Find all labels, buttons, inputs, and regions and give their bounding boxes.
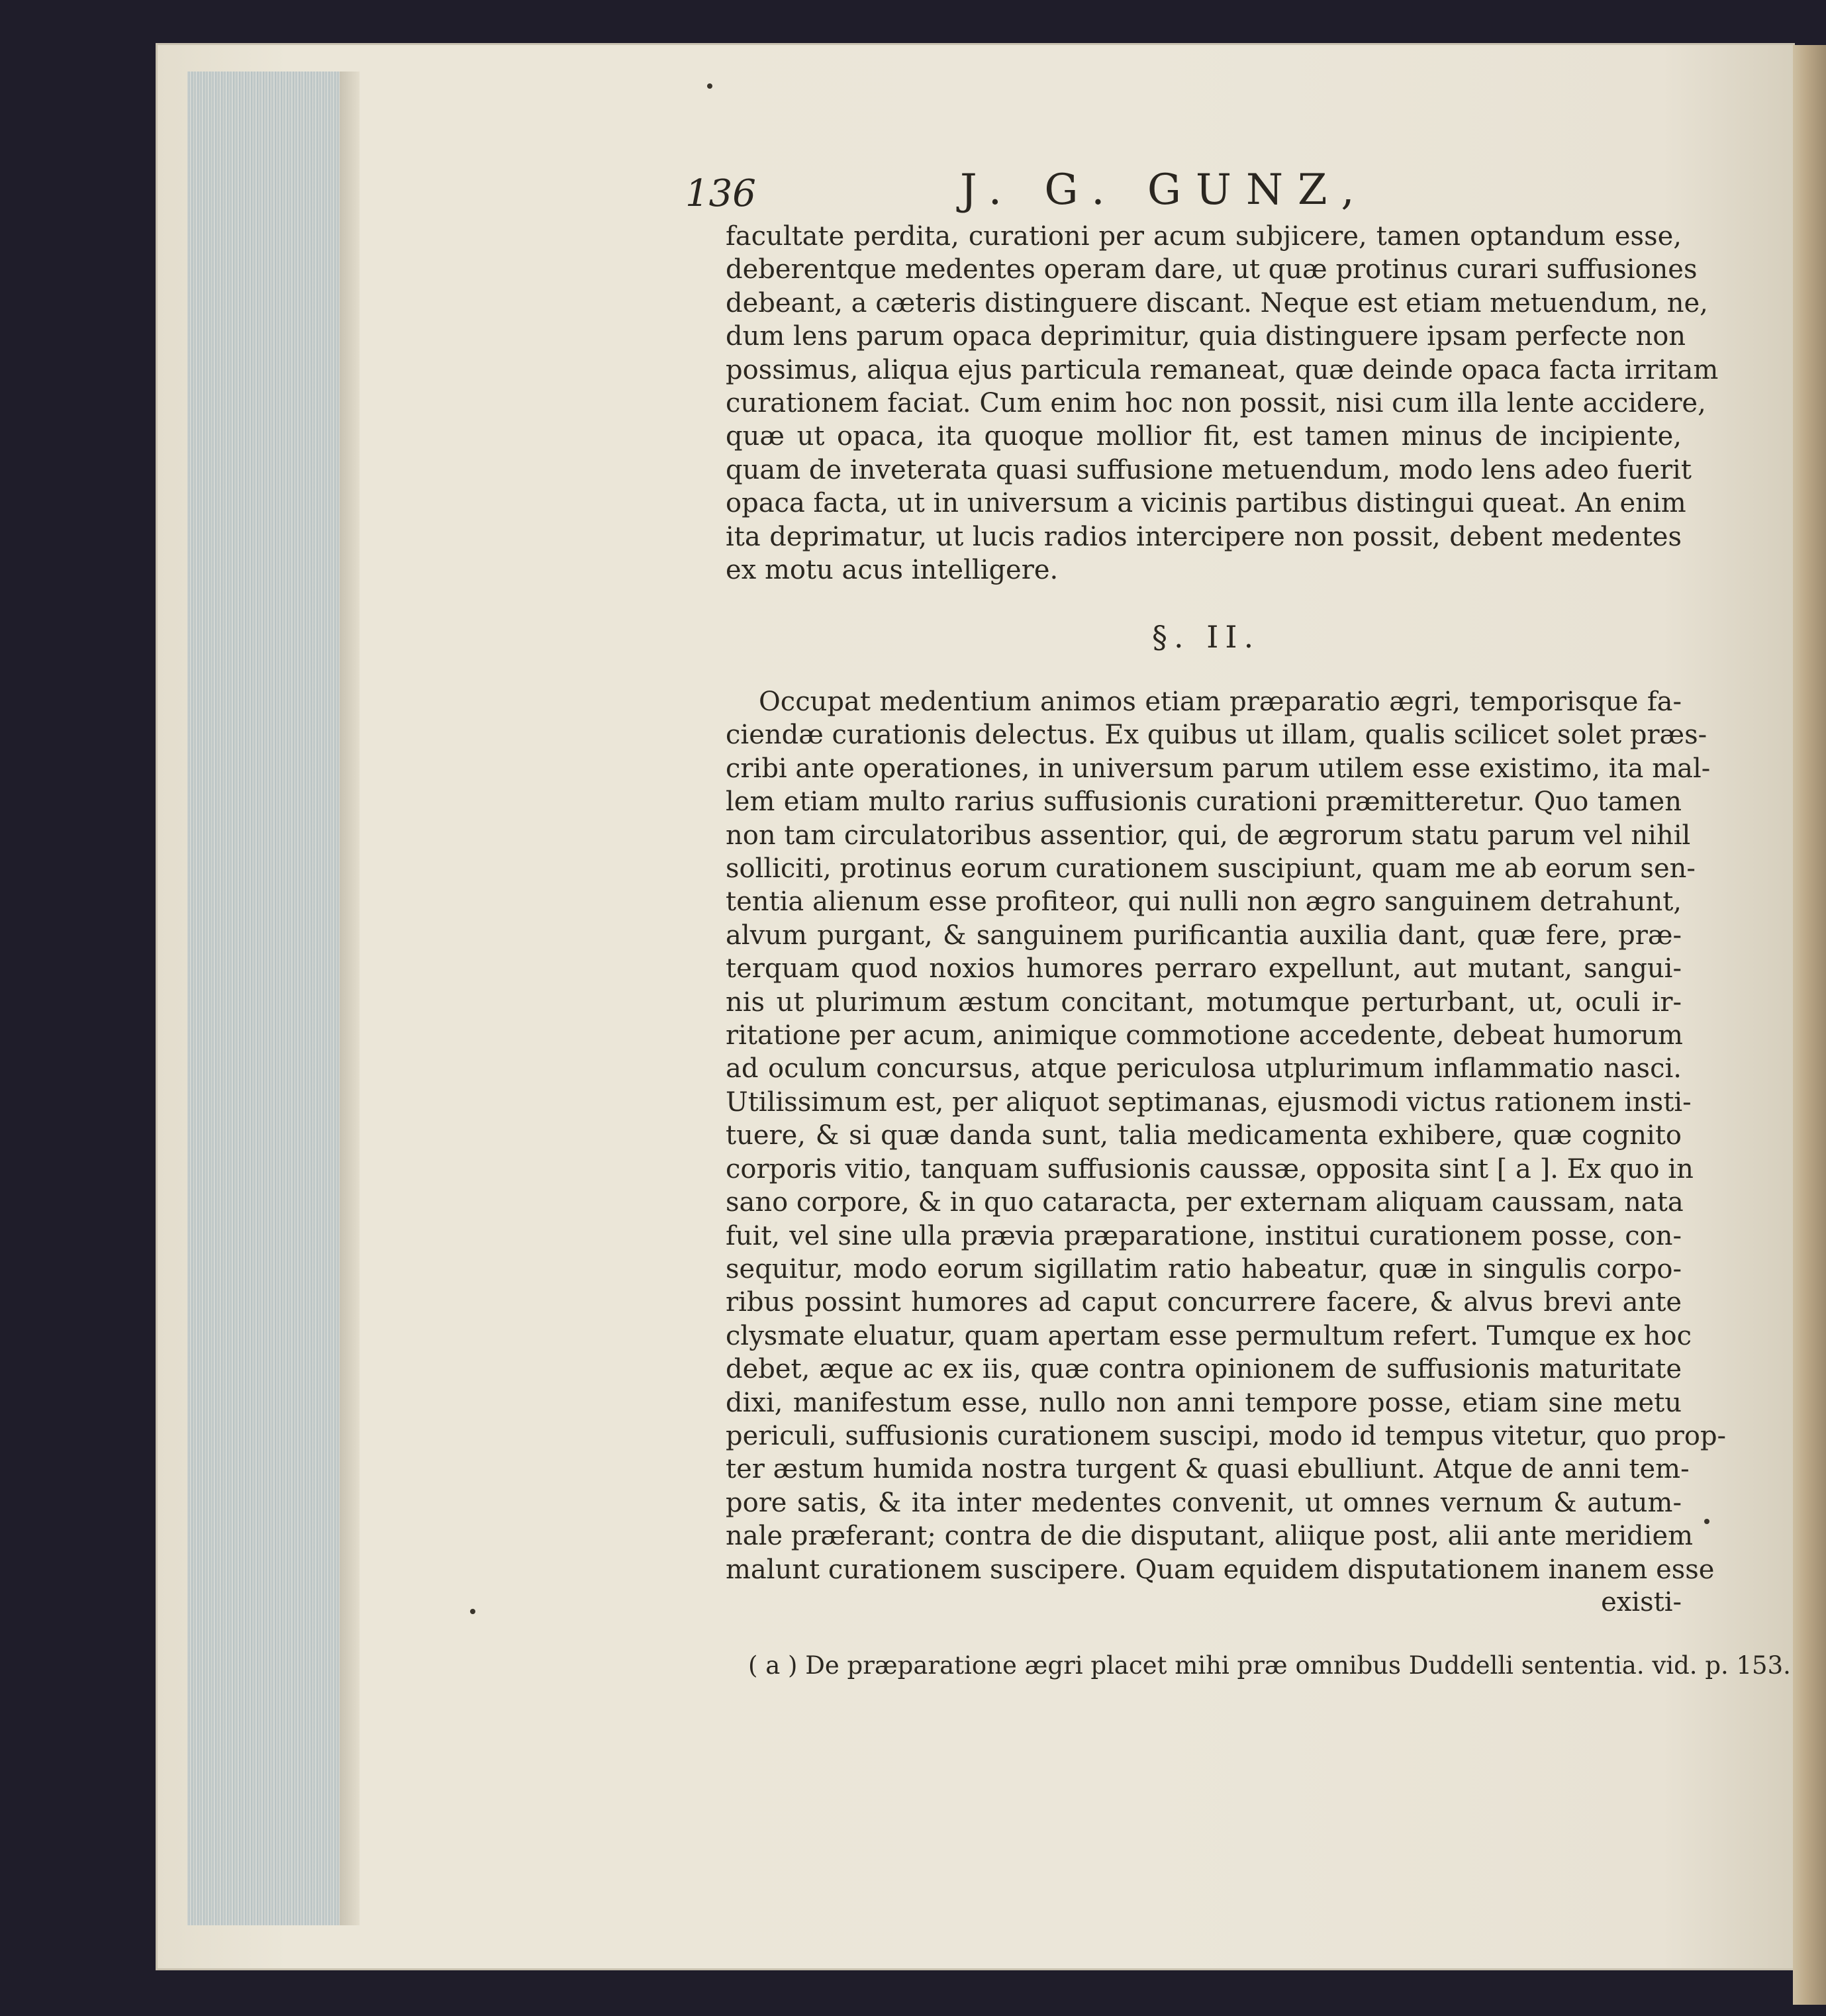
text-line: dixi, manifestum esse, nullo non anni tempore posse, etiam sine metu — [726, 1387, 1682, 1418]
text-line: solliciti, protinus eorum curationem suscipiunt, quam me ab eorum sen- — [726, 853, 1696, 885]
paragraph-2 — [726, 685, 1727, 1586]
text-line: deberentque medentes operam dare, ut quæ protinus curari suffusiones — [726, 254, 1698, 285]
text-line: Occupat medentium animos etiam præparatio ægri, temporisque fa- — [759, 687, 1682, 717]
section-heading: §. II. — [1152, 619, 1261, 655]
running-head — [569, 119, 1682, 215]
text-line: Utilissimum est, per aliquot septimanas, ejusmodi victus rationem insti- — [726, 1086, 1692, 1118]
text-line: ribus possint humores ad caput concurrere facere, & alvus brevi ante — [726, 1287, 1682, 1318]
text-line: periculi, suffusionis curationem suscipi, modo id tempus vitetur, quo prop- — [726, 1420, 1727, 1451]
gutter — [340, 72, 360, 1925]
text-line: possimus, aliqua ejus particula remaneat, quæ deinde opaca facta irritam — [726, 354, 1719, 385]
text-line: cribi ante operationes, in universum parum utilem esse existimo, ita mal- — [726, 753, 1711, 784]
text-line: debet, æque ac ex iis, quæ contra opinionem de suffusionis maturitate — [726, 1354, 1682, 1385]
text-line: pore satis, & ita inter medentes convenit, ut omnes vernum & autum- — [726, 1487, 1682, 1518]
text-line: clysmate eluatur, quam apertam esse permultum refert. Tumque ex hoc — [726, 1320, 1692, 1351]
text-line: dum lens parum opaca deprimitur, quia distinguere ipsam perfecte non — [726, 321, 1686, 352]
text-line: quam de inveterata quasi suffusione metuendum, modo lens adeo fuerit — [726, 454, 1692, 485]
running-title: J. G. GUNZ, — [960, 166, 1369, 215]
speck-mark — [707, 83, 712, 89]
text-line: tuere, & si quæ danda sunt, talia medicamenta exhibere, quæ cognito — [726, 1120, 1682, 1151]
text-line: lem etiam multo rarius suffusionis curationi præmitteretur. Quo tamen — [726, 787, 1682, 818]
text-line: ciendæ curationis delectus. Ex quibus ut illam, qualis scilicet solet præs- — [726, 720, 1707, 751]
text-line: fuit, vel sine ulla prævia præparatione, institui curationem posse, con- — [726, 1220, 1682, 1251]
text-line: sano corpore, & in quo cataracta, per externam aliquam caussam, nata — [726, 1187, 1684, 1218]
text-line: nis ut plurimum æstum concitant, motumque perturbant, ut, oculi ir- — [726, 986, 1682, 1018]
page-edge-right — [1793, 45, 1826, 2005]
paragraph-1 — [726, 220, 1719, 587]
speck-mark — [1704, 1519, 1709, 1524]
text-line: nale præferant; contra de die disputant, aliique post, alii ante meridiem — [726, 1521, 1694, 1552]
page-stack-edge — [187, 72, 340, 1925]
catchword: existi- — [1601, 1587, 1682, 1617]
footnote: ( a ) De præparatione ægri placet mihi præ omnibus Duddelli sententia. vid. p. 153. — [748, 1651, 1791, 1680]
text-line: tentia alienum esse profiteor, qui nulli non ægro sanguinem detrahunt, — [726, 887, 1682, 918]
text-line: ex motu acus intelligere. — [726, 555, 1059, 586]
text-line: sequitur, modo eorum sigillatim ratio habeatur, quæ in singulis corpo- — [726, 1253, 1682, 1284]
speck-mark — [470, 1609, 475, 1614]
text-line: facultate perdita, curationi per acum subjicere, tamen optandum esse, — [726, 221, 1682, 252]
page-number: 136 — [685, 172, 756, 215]
text-line: ad oculum concursus, atque periculosa utplurimum inflammatio nasci. — [726, 1053, 1682, 1084]
text-line: curationem faciat. Cum enim hoc non possit, nisi cum illa lente accidere, — [726, 388, 1706, 419]
text-line: ita deprimatur, ut lucis radios intercipere non possit, debent medentes — [726, 521, 1682, 552]
text-line: ter æstum humida nostra turgent & quasi ebulliunt. Atque de anni tem- — [726, 1454, 1690, 1485]
text-line: quæ ut opaca, ita quoque mollior fit, est tamen minus de incipiente, — [726, 421, 1682, 452]
text-line: non tam circulatoribus assentior, qui, de ægrorum statu parum vel nihil — [726, 820, 1691, 851]
text-line: debeant, a cæteris distinguere discant. Neque est etiam metuendum, ne, — [726, 287, 1708, 318]
text-line: alvum purgant, & sanguinem purificantia auxilia dant, quæ fere, præ- — [726, 920, 1682, 951]
text-line: opaca facta, ut in universum a vicinis partibus distingui queat. An enim — [726, 488, 1686, 519]
text-line: terquam quod noxios humores perraro expellunt, aut mutant, sangui- — [726, 953, 1682, 984]
text-line: malunt curationem suscipere. Quam equidem disputationem inanem esse — [726, 1554, 1715, 1585]
text-line: corporis vitio, tanquam suffusionis caussæ, opposita sint [ a ]. Ex quo in — [726, 1153, 1694, 1184]
text-line: ritatione per acum, animique commotione accedente, debeat humorum — [726, 1020, 1683, 1051]
